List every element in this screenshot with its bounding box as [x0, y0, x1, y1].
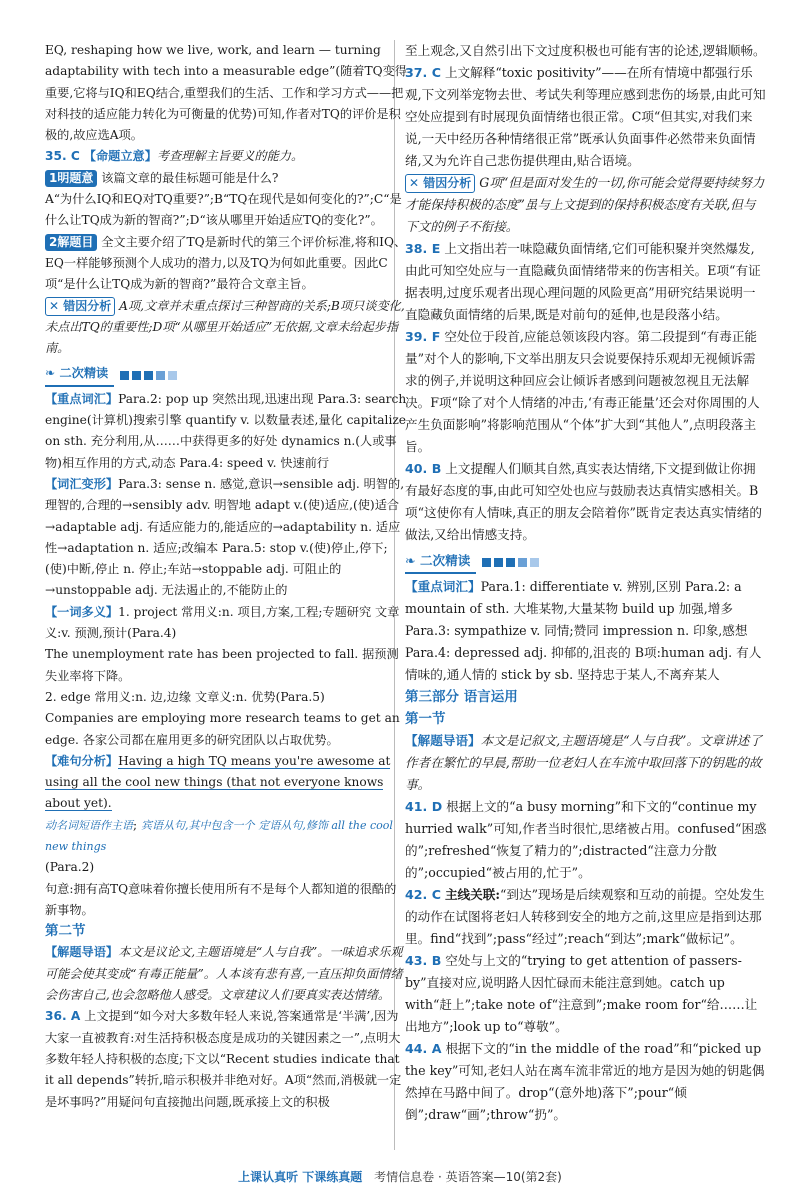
q38-number: 38. E — [405, 241, 441, 256]
part-three-title: 第三部分 语言运用 — [405, 689, 518, 705]
key-vocab-tag: 【重点词汇】 — [45, 391, 119, 406]
word-forms-tag: 【词汇变形】 — [45, 476, 119, 491]
q41-number: 41. D — [405, 799, 443, 814]
q37-error-label — [405, 174, 475, 193]
q35-step1 — [45, 168, 407, 189]
polysemy-1: 1. project 常用义:n. 项目,方案,工程;专题研究 文章义:v. 预测,预计(Para.4) — [45, 604, 400, 641]
key-vocab-right-tag: 【重点词汇】 — [405, 579, 481, 594]
part-three-subtitle: 第一节 — [405, 711, 446, 727]
polysemy-1-example: The unemployment rate has been projected to fall. 据预测失业率将下降。 — [45, 647, 399, 683]
q44-answer — [405, 1038, 767, 1126]
q35-error-label — [45, 297, 115, 316]
note-object-clause: 宾语从句,其中包含一个 — [140, 818, 255, 832]
q44-number: 44. A — [405, 1041, 442, 1056]
q39-number: 39. F — [405, 329, 441, 344]
key-vocab-left — [45, 389, 407, 474]
note-attributive-clause: 定语从句,修饰 all the cool new things — [45, 818, 393, 853]
key-vocab-right-text: Para.1: differentiate v. 辨别,区别 Para.2: a mountain of sth. 大堆某物,大量某物 build up 加强,增多 Para.3: sympathize v. 同情;赞同 impression n. 印象,感想 Para.4: depressed adj. 抑郁的,沮丧的 B项:human adj. 有人情味的,通人情的 stick by sb. 坚持忠于某人,不离弃某人 — [405, 579, 762, 682]
guide-right-text: 本文是记叙文,主题语境是“人与自我”。文章讲述了作者在繁忙的早晨,帮助一位老妇人在车流中取回落下的钥匙的故事。 — [405, 733, 762, 792]
key-vocab-text: Para.2: pop up 突然出现,迅速出现 Para.3: search engine(计算机)搜索引擎 quantify v. 以数量表述,量化 capitalize on sth. 充分利用,从……中获得更多的好处 dynamics n.(人或事物)相互作用的方式,动态 Para.4: speed v. 快速前行 — [45, 391, 407, 470]
x-icon: ✕ — [409, 176, 420, 190]
q40-number: 40. B — [405, 461, 442, 476]
q35-step1-text: 该篇文章的最佳标题可能是什么? — [101, 170, 279, 185]
second-reading-bar-left — [45, 363, 407, 386]
q40-answer — [405, 458, 767, 546]
q42-number: 42. C — [405, 887, 441, 902]
q41-text: 根据上文的“a busy morning”和下文的“continue my hurried walk”可知,作者当时很忙,思绪被占用。confused“困惑的”;refreshed“恢复了精力的”;distracted“注意力分散的”;occupied“被占用的,忙于”。 — [405, 799, 767, 880]
q35-step2-label: 2解题目 — [45, 234, 97, 251]
q42-text: “到达”现场是后续观察和互动的前提。空处发生的动作在试图将老妇人转移到安全的地方之前,这里应是指到达那里。find“找到”;pass“经过”;reach“到达”;mark“做标记”。 — [405, 887, 765, 946]
second-reading-title — [45, 363, 114, 386]
difficult-sentence — [45, 751, 407, 815]
q35-tag-text: 考查理解主旨要义的能力。 — [156, 149, 304, 164]
polysemy-2-example: Companies are employing more research teams to get an edge. 各家公司都在雇用更多的研究团队以占取优势。 — [45, 711, 400, 747]
guide-left-text: 本文是议论文,主题语境是“人与自我”。一味追求乐观可能会使其变成“有毒正能量”。人本该有悲有喜,一直压抑负面情绪会伤害自己,也会忽略他人感受。文章建议人们要真实表达情绪。 — [45, 945, 403, 1003]
difficult-sentence-notes: 动名词短语作主语; 宾语从句,其中包含一个 定语从句,修饰 all the cool new things — [45, 817, 393, 853]
q39-answer — [405, 326, 767, 458]
q37-error-text: G项“但是面对发生的一切,你可能会觉得要持续努力才能保持积极的态度”虽与上文提到的保持积极态度有关联,但与下文的例子不衔接。 — [405, 175, 765, 234]
difficult-sentence-para: (Para.2) — [45, 860, 95, 875]
x-icon: ✕ — [49, 298, 60, 313]
guide-left — [45, 942, 407, 1006]
section-two-title: 第二节 — [45, 923, 86, 940]
q37-error — [405, 172, 767, 238]
q36-text: 上文提到“如今对大多数年轻人来说,答案通常是‘半满’,因为大家一直被教育:对生活持积极态度是成功的关键因素之一”,点明大多数年轻人持积极的态度;下文以“Recent studies indicate that it all depends”转折,暗示积极并非绝对好。A项“然而,消极就一定是坏事吗?”用疑问句直接抛出问题,既承接上文的积极 — [45, 1009, 402, 1109]
q44-text: 根据下文的“in the middle of the road”和“picked up the key”可知,老妇人站在离车流非常近的地方是因为她的钥匙偶然掉在马路中间了。drop“(意外地)落下”;pour“倾倒”;draw“画”;throw“扔”。 — [405, 1041, 765, 1122]
difficult-sentence-tag: 【难句分析】 — [45, 753, 119, 768]
decor-squares — [120, 371, 177, 380]
right-column — [405, 40, 767, 1126]
q38-answer — [405, 238, 767, 326]
q35-options: A“为什么IQ和EQ对TQ重要?”;B“TQ在现代是如何变化的?”;C“是什么让TQ成为新的智商?”;D“该从哪里开始适应TQ的变化?”。 — [45, 192, 402, 228]
book-icon: ❧ — [405, 553, 416, 568]
word-forms-text: Para.3: sense n. 感觉,意识→sensible adj. 明智的,理智的,合理的→sensibly adv. 明智地 adapt v.(使)适应,(使)适合→adaptable adj. 有适应能力的,能适应的→adaptability n. 适应性→adaptation n. 适应;改编本 Para.5: stop v.(使)停止,停下;(使)中断,停止 n. 停止;车站→stoppable adj. 可阻止的→unstoppable adj. 无法遏止的,不能防止的 — [45, 476, 405, 598]
guide-right — [405, 730, 767, 796]
key-vocab-right — [405, 576, 767, 686]
q40-text: 上文提醒人们顺其自然,真实表达情绪,下文提到做让你拥有最好态度的事,由此可知空处也应与鼓励表达真情实感相关。B项“这使你有人情味,真正的朋友会陪着你”既肯定表达真实情绪的做法,又给出情感支持。 — [405, 461, 762, 542]
q35-error-label-text: 错因分析 — [63, 298, 112, 313]
q37-text: 上文解释“toxic positivity”——在所有情境中都强行乐观,下文列举宠物去世、考试失利等理应感到悲伤的场景,由此可知空处应提到有时展现负面情绪也很正常。C项“但其实,对我们来说,一天中经历各种情绪很正常”既承认负面事件必然带来负面情绪,又为允许自己悲伤提供理由,贴合语境。 — [405, 65, 766, 168]
q42-bold: 主线关联: — [444, 887, 500, 902]
second-reading-title-text: 二次精读 — [59, 366, 109, 381]
word-forms — [45, 474, 407, 602]
second-reading-title-right-text: 二次精读 — [419, 553, 471, 568]
second-reading-bar-right — [405, 550, 767, 574]
q36-number: 36. A — [45, 1009, 81, 1024]
q38-text: 上文指出若一味隐藏负面情绪,它们可能积聚并突然爆发,由此可知空处应与一直隐藏负面情绪带来的伤害相关。E项“有证据表明,过度乐观者出现心理问题的风险更高”用研究结果说明一直隐藏负面情绪的后果,既是对前句的延伸,也是段落小结。 — [405, 241, 761, 322]
q35-error-text: A项,文章并未重点探讨三种智商的关系;B项只谈变化,未点出TQ的重要性;D项“从哪里开始适应”无依据,文章未给起步指南。 — [45, 298, 405, 356]
page-footer — [0, 1168, 800, 1185]
q35-step1-label: 1明题意 — [45, 170, 97, 187]
q42-answer — [405, 884, 767, 950]
guide-right-tag: 【解题导语】 — [405, 733, 481, 748]
q37-answer — [405, 62, 767, 172]
footer-text: 考情信息卷 · 英语答案—10(第2套) — [374, 1170, 562, 1184]
footer-logo: 上课认真听 下课练真题 — [238, 1170, 363, 1184]
q39-text: 空处位于段首,应能总领该段内容。第二段提到“有毒正能量”对个人的影响,下文举出朋友只会说要保持乐观却无视倾诉需求的例子,并说明这种回应会让倾诉者感到问题被忽视且无法解决。F项“除了对个人情绪的冲击,‘有毒正能量’还会对你周围的人产生负面影响”将影响范围从“个体”扩大到“其他人”,点明段落主旨。 — [405, 329, 760, 454]
q43-text: 空处与上文的“trying to get attention of passers-by”直接对应,说明路人因忙碌而未能注意到她。catch up with“赶上”;take note of“注意到”;make room for“给……让出地方”;look up to“尊敬”。 — [405, 953, 758, 1034]
left-column — [45, 40, 407, 1113]
second-reading-title-right — [405, 550, 476, 574]
polysemy-2: 2. edge 常用义:n. 边,边缘 文章义:n. 优势(Para.5) — [45, 689, 325, 704]
q43-answer — [405, 950, 767, 1038]
polysemy — [45, 602, 407, 645]
book-icon: ❧ — [45, 366, 56, 381]
q37-error-label-text: 错因分析 — [423, 176, 472, 190]
q37-number: 37. C — [405, 65, 441, 80]
q35-error — [45, 296, 407, 360]
note-gerund: 动名词短语作主语 — [45, 818, 133, 832]
q35-number: 35. C — [45, 149, 80, 164]
q43-number: 43. B — [405, 953, 442, 968]
q41-answer — [405, 796, 767, 884]
decor-squares — [482, 558, 539, 567]
guide-left-tag: 【解题导语】 — [45, 945, 119, 960]
polysemy-tag: 【一词多义】 — [45, 604, 119, 619]
q35-step2 — [45, 232, 407, 296]
q36-tail: 至上观念,又自然引出下文过度积极也可能有害的论述,逻辑顺畅。 — [405, 43, 766, 58]
q34-tail: EQ, reshaping how we live, work, and learn — turning adaptability with tech into a measurable edge”(随着TQ变得重要,它将与IQ和EQ结合,重塑我们的生活、工作和学习方式——把对科技的适应能力转化为可衡量的优势)可知,作者对TQ的评价是积极的,故应选A项。 — [45, 43, 407, 143]
q35-answer — [45, 146, 407, 167]
q35-tag: 【命题立意】 — [83, 149, 157, 164]
difficult-sentence-text: Having a high TQ means you're awesome at using all the cool new things (that not everyone knows about yet). — [45, 753, 391, 811]
q35-step2-text: 全文主要介绍了TQ是新时代的第三个评价标准,将和IQ、EQ一样能够预测个人成功的潜力,以及TQ为何如此重要。因此C项“是什么让TQ成为新的智商?”最符合文章主旨。 — [45, 234, 407, 292]
q36-answer — [45, 1006, 407, 1112]
difficult-sentence-translation: 句意:拥有高TQ意味着你擅长使用所有不是每个人都知道的很酷的新事物。 — [45, 881, 397, 917]
